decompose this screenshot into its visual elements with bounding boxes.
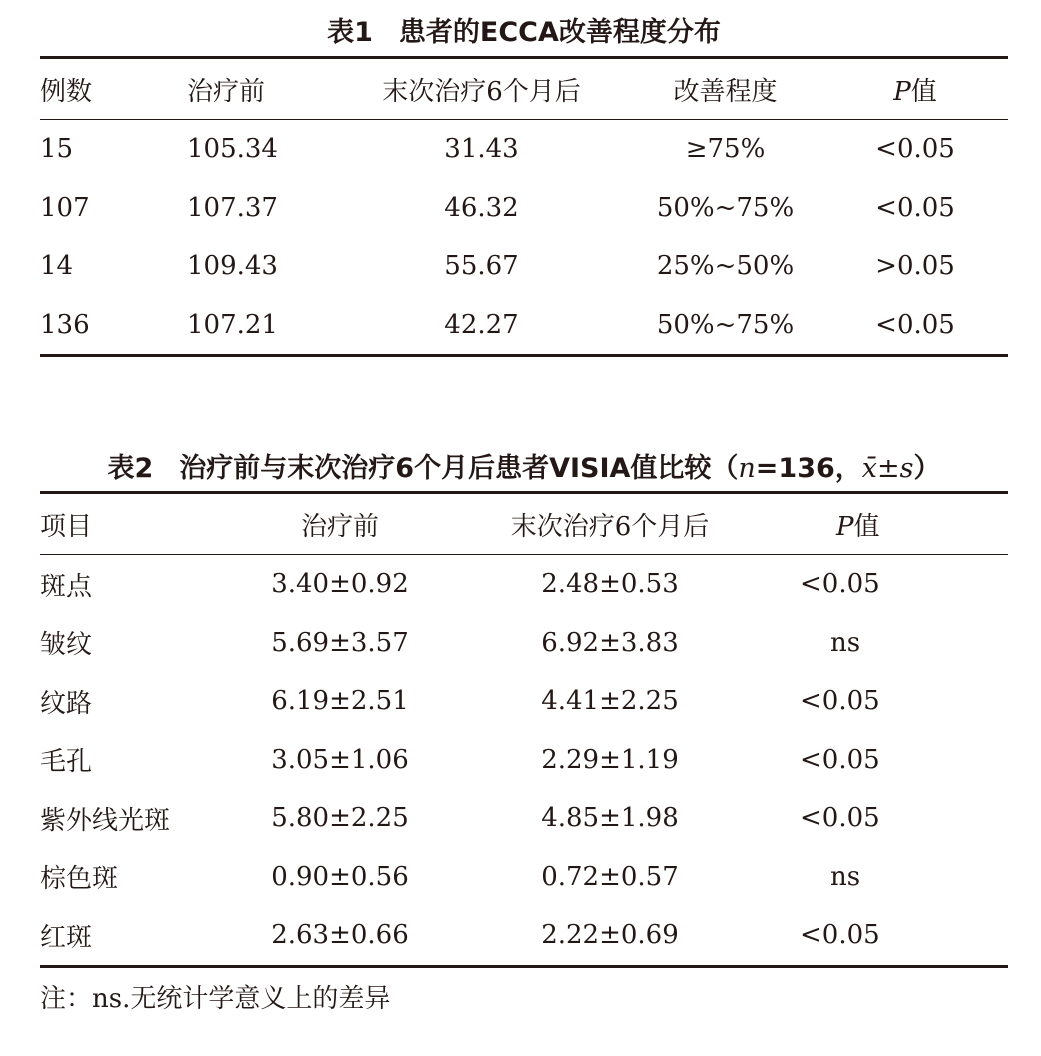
- table1-caption-text: 患者的ECCA改善程度分布: [398, 17, 721, 48]
- table2-cell-before: 3.40±0.92: [271, 569, 409, 600]
- table-note: 注：ns.无统计学意义上的差异: [40, 984, 391, 1014]
- table2-header-before: 治疗前: [210, 493, 470, 555]
- table2-cell-after: 6.92±3.83: [541, 627, 679, 658]
- table2-cell-item: 棕色斑: [40, 864, 119, 895]
- table1-header-after: 末次治疗6个月后: [334, 58, 629, 120]
- table1-caption-number: 表1: [327, 17, 373, 48]
- table1-header-row: [40, 58, 1008, 120]
- table2-header-row: [40, 493, 1008, 555]
- table1-header-p-symbol: P: [893, 76, 911, 107]
- table2-cell-item: 皱纹: [40, 630, 93, 661]
- table1-cell-p: >0.05: [875, 251, 955, 282]
- table1-caption: [40, 10, 1008, 49]
- table2-cell-before: 6.19±2.51: [271, 686, 409, 717]
- table1-cell-improve: 25%~50%: [656, 251, 795, 282]
- table2-cell-p: ns: [830, 861, 861, 892]
- table2-cell-before: 2.63±0.66: [271, 920, 409, 951]
- table2-cell-after: 0.72±0.57: [541, 861, 679, 892]
- table1-cell-p: <0.05: [875, 309, 955, 340]
- table2: [40, 491, 1008, 968]
- table1-cell-after: 31.43: [444, 134, 519, 165]
- table-row: [40, 848, 1008, 907]
- table2-cell-item: 纹路: [40, 688, 93, 719]
- table2-cell-before: 3.05±1.06: [271, 744, 409, 775]
- table2-cell-before: 5.80±2.25: [271, 803, 409, 834]
- table2-cell-p: <0.05: [800, 686, 880, 717]
- table1-cell-before: 107.21: [187, 309, 278, 340]
- table1-cell-after: 42.27: [444, 309, 519, 340]
- table2-caption-stat: x̄±s: [861, 453, 914, 484]
- table1-cell-p: <0.05: [875, 134, 955, 165]
- table2-cell-item: 红斑: [40, 922, 93, 953]
- table2-cell-p: <0.05: [800, 569, 880, 600]
- table1-cell-after: 55.67: [444, 251, 519, 282]
- table1-cell-count: 15: [40, 134, 74, 165]
- table2-cell-item: 紫外线光斑: [40, 805, 171, 836]
- table-row: [40, 120, 1008, 179]
- table-row: [40, 296, 1008, 356]
- table1-cell-before: 109.43: [187, 251, 278, 282]
- table1-header-p-text: 值: [910, 76, 937, 107]
- table2-header-p-symbol: P: [836, 511, 854, 542]
- table2-cell-before: 5.69±3.57: [271, 627, 409, 658]
- table-row: [40, 672, 1008, 731]
- table1-cell-before: 105.34: [187, 134, 278, 165]
- table2-cell-item: 斑点: [40, 571, 93, 602]
- table2-cell-after: 2.48±0.53: [541, 569, 679, 600]
- table-row: [40, 555, 1008, 614]
- table2-cell-before: 0.90±0.56: [271, 861, 409, 892]
- table1-cell-p: <0.05: [875, 192, 955, 223]
- table-row: [40, 614, 1008, 673]
- table2-cell-p: <0.05: [800, 744, 880, 775]
- table1-cell-count: 14: [40, 251, 74, 282]
- table1: [40, 56, 1008, 357]
- table1-cell-before: 107.37: [187, 192, 278, 223]
- table2-cell-p: <0.05: [800, 803, 880, 834]
- table1-cell-improve: 50%~75%: [656, 309, 795, 340]
- table2-cell-after: 4.85±1.98: [541, 803, 679, 834]
- table2-cell-item: 毛孔: [40, 747, 93, 778]
- table1-cell-improve: 50%~75%: [656, 192, 795, 223]
- table2-cell-after: 4.41±2.25: [541, 686, 679, 717]
- table1-cell-after: 46.32: [444, 192, 519, 223]
- table2-caption-mid: =136，: [755, 453, 862, 484]
- table2-header-p-text: 值: [853, 511, 880, 542]
- table-row: [40, 179, 1008, 238]
- table-row: [40, 731, 1008, 790]
- table1-cell-count: 136: [40, 309, 90, 340]
- table2-caption-n: n: [738, 453, 756, 484]
- table2-caption-text: 治疗前与末次治疗6个月后患者VISIA值比较（: [179, 453, 739, 484]
- table-row: [40, 906, 1008, 966]
- table2-cell-after: 2.29±1.19: [541, 744, 679, 775]
- table-row: [40, 789, 1008, 848]
- table1-cell-improve: ≥75%: [685, 134, 766, 165]
- table1-header-count: 例数: [40, 58, 187, 120]
- table2-caption: [40, 446, 1008, 485]
- table1-cell-count: 107: [40, 192, 90, 223]
- table2-cell-after: 2.22±0.69: [541, 920, 679, 951]
- table2-header-item: 项目: [40, 493, 210, 555]
- table2-header-after: 末次治疗6个月后: [470, 493, 750, 555]
- table2-header-p: [750, 493, 1008, 555]
- table2-cell-p: ns: [830, 627, 861, 658]
- table1-header-before: 治疗前: [187, 58, 334, 120]
- table2-cell-p: <0.05: [800, 920, 880, 951]
- table1-header-p: [822, 58, 1008, 120]
- table1-header-improve: 改善程度: [629, 58, 822, 120]
- table-row: [40, 237, 1008, 296]
- table2-caption-end: ）: [913, 453, 941, 484]
- table2-caption-number: 表2: [107, 453, 154, 484]
